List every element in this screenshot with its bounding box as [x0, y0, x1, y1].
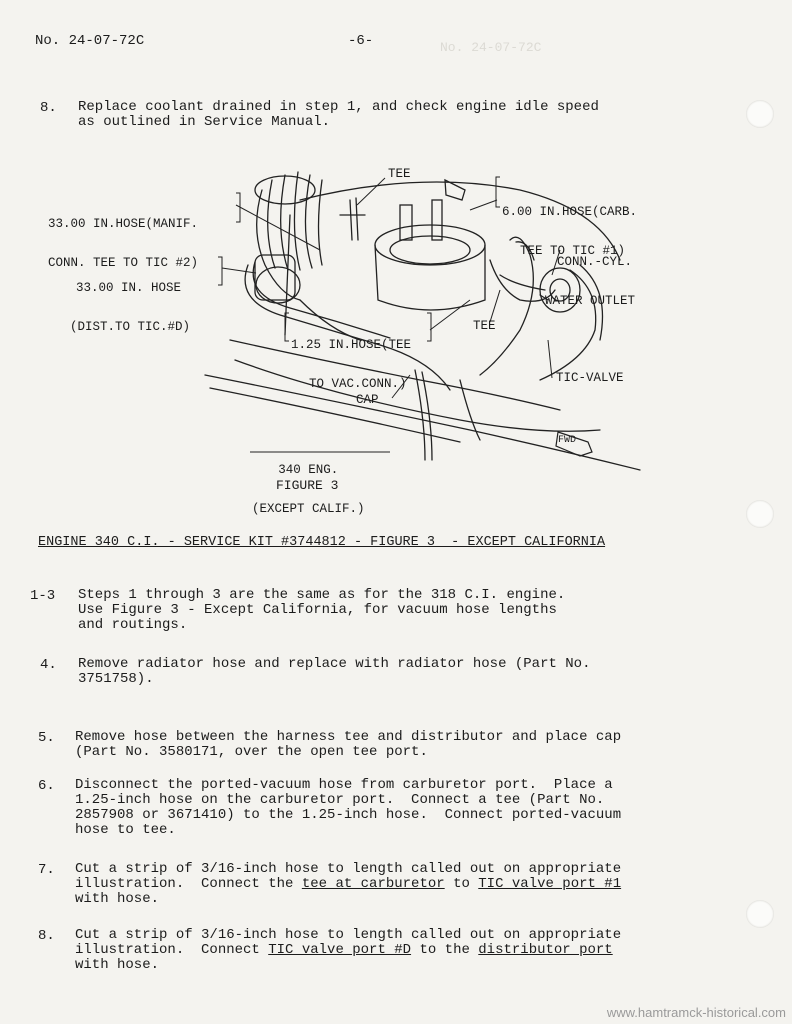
step-text: Disconnect the ported-vacuum hose from carburetor port. Place a	[75, 777, 613, 793]
label-engine: 340 ENG. (EXCEPT CALIF.)	[252, 463, 365, 516]
step-text: Replace coolant drained in step 1, and check engine idle speed	[78, 99, 599, 115]
figure-caption: FIGURE 3	[276, 478, 339, 493]
step-text: 2857908 or 3671410) to the 1.25-inch hose. Connect ported-vacuum	[75, 807, 622, 823]
underlined-term: TIC valve port #D	[268, 942, 412, 958]
document-number: No. 24-07-72C	[35, 33, 145, 49]
step-number: 4.	[40, 657, 57, 673]
label-tee-top: TEE	[388, 167, 411, 181]
label-tee-mid: TEE	[473, 319, 496, 333]
step-text: 3751758).	[78, 671, 154, 687]
step-number: 5.	[38, 730, 55, 746]
step-text: 1.25-inch hose on the carburetor port. Connect a tee (Part No.	[75, 792, 605, 808]
step-number: 8.	[38, 928, 55, 944]
label-fwd: FWD	[558, 435, 577, 446]
bleed-through-text: No. 24-07-72C	[440, 40, 542, 55]
label-vacuum-hose: 1.25 IN.HOSE(TEE TO VAC.CONN.)	[291, 338, 412, 391]
step-number: 8.	[40, 100, 57, 116]
step-text: Remove hose between the harness tee and distributor and place cap	[75, 729, 622, 745]
step-number: 7.	[38, 862, 55, 878]
watermark-url: www.hamtramck-historical.com	[606, 1005, 786, 1020]
step-text: Use Figure 3 - Except California, for vacuum hose lengths	[78, 602, 557, 618]
step-text: and routings.	[78, 617, 188, 633]
step-text: with hose.	[75, 957, 160, 973]
step-text: Cut a strip of 3/16-inch hose to length called out on appropriate	[75, 861, 622, 877]
label-manifold-hose: 33.00 IN.HOSE(MANIF. CONN. TEE TO TIC #2)	[48, 217, 199, 270]
step-text: as outlined in Service Manual.	[78, 114, 331, 130]
step-text	[75, 877, 621, 892]
underlined-term: TIC valve port #1	[478, 876, 622, 892]
underlined-term: distributor port	[478, 942, 613, 958]
step-text: Cut a strip of 3/16-inch hose to length called out on appropriate	[75, 927, 622, 943]
label-distributor-hose: 33.00 IN. HOSE (DIST.TO TIC.#D)	[70, 281, 191, 334]
step-number: 1-3	[30, 588, 56, 604]
underlined-term: tee at carburetor	[301, 876, 445, 892]
step-text-part: to	[444, 876, 479, 892]
step-text: Remove radiator hose and replace with radiator hose (Part No.	[78, 656, 591, 672]
label-tic-valve: TIC-VALVE	[556, 371, 624, 385]
step-text-part: to the	[411, 942, 479, 958]
label-carb-hose: 6.00 IN.HOSE(CARB. TEE TO TIC #1)	[502, 205, 638, 258]
step-text	[75, 943, 613, 958]
step-text: Steps 1 through 3 are the same as for the 318 C.I. engine.	[78, 587, 566, 603]
step-text: with hose.	[75, 891, 160, 907]
section-heading: ENGINE 340 C.I. - SERVICE KIT #3744812 - FIGURE 3 - EXCEPT CALIFORNIA	[38, 535, 606, 550]
page-number: -6-	[348, 33, 374, 49]
step-text-part: illustration. Connect the	[75, 876, 302, 892]
step-text-part: illustration. Connect	[75, 942, 269, 958]
label-cap: CAP	[356, 393, 379, 407]
label-water-outlet: CONN.-CYL. WATER OUTLET	[545, 255, 636, 308]
step-text: hose to tee.	[75, 822, 176, 838]
step-text: (Part No. 3580171, over the open tee port.	[75, 744, 428, 760]
step-number: 6.	[38, 778, 55, 794]
